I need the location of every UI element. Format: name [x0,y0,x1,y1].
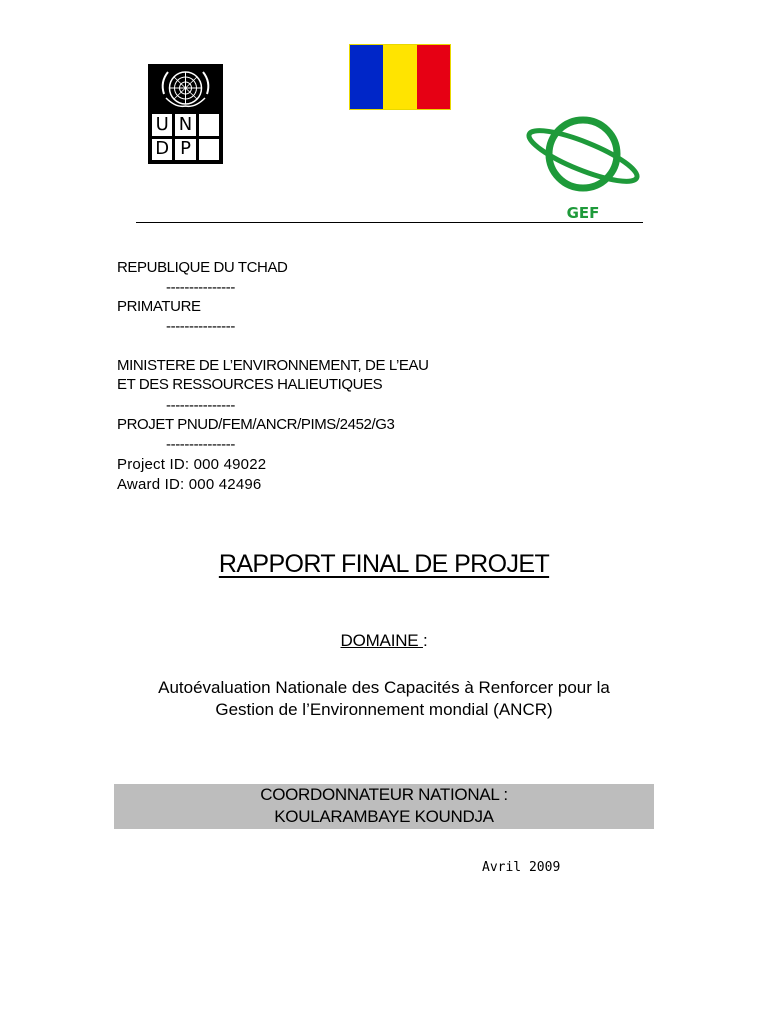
domaine-label: DOMAINE [340,631,423,650]
report-title-text: RAPPORT FINAL DE PROJET [218,550,550,578]
ministry-line-1: MINISTERE DE L’ENVIRONNEMENT, DE L’EAU [117,357,429,374]
award-id: Award ID: 000 42496 [117,476,262,493]
report-title [0,549,768,579]
coordinator-name: KOULARAMBAYE KOUNDJA [274,807,494,826]
coordinator-title: COORDONNATEUR NATIONAL : [260,785,508,804]
separator: --------------- [166,436,235,453]
ministry-line-2: ET DES RESSOURCES HALIEUTIQUES [117,376,383,393]
project-code-line: PROJET PNUD/FEM/ANCR/PIMS/2452/G3 [117,416,395,433]
chad-flag [349,44,451,110]
undp-letter: U [152,114,172,136]
header-divider [136,222,643,223]
undp-letter: N [175,114,195,136]
domaine-subject [0,677,768,721]
gef-globe-icon [525,120,642,191]
undp-letter-grid [152,114,219,160]
undp-letter: P [175,139,195,161]
flag-stripe-red [417,45,450,109]
domaine-colon: : [422,631,428,650]
subject-line-1: Autoévaluation Nationale des Capacités à Renforcer pour la [158,678,610,697]
project-id: Project ID: 000 49022 [117,456,267,473]
primature-line: PRIMATURE [117,298,201,315]
coordinator-box [114,784,654,829]
gef-label: GEF [566,204,600,222]
report-date: Avril 2009 [482,860,561,875]
undp-letter [199,139,219,161]
separator: --------------- [166,318,235,335]
separator: --------------- [166,397,235,414]
domaine-heading [0,630,768,652]
republic-line: REPUBLIQUE DU TCHAD [117,259,288,276]
undp-logo [148,64,223,164]
flag-stripe-yellow [383,45,416,109]
separator: --------------- [166,279,235,296]
flag-stripe-blue [350,45,383,109]
un-emblem-icon [148,64,223,112]
gef-logo [525,110,645,222]
undp-letter [199,114,219,136]
undp-letter: D [152,139,172,161]
subject-line-2: Gestion de l’Environnement mondial (ANCR) [215,700,553,719]
